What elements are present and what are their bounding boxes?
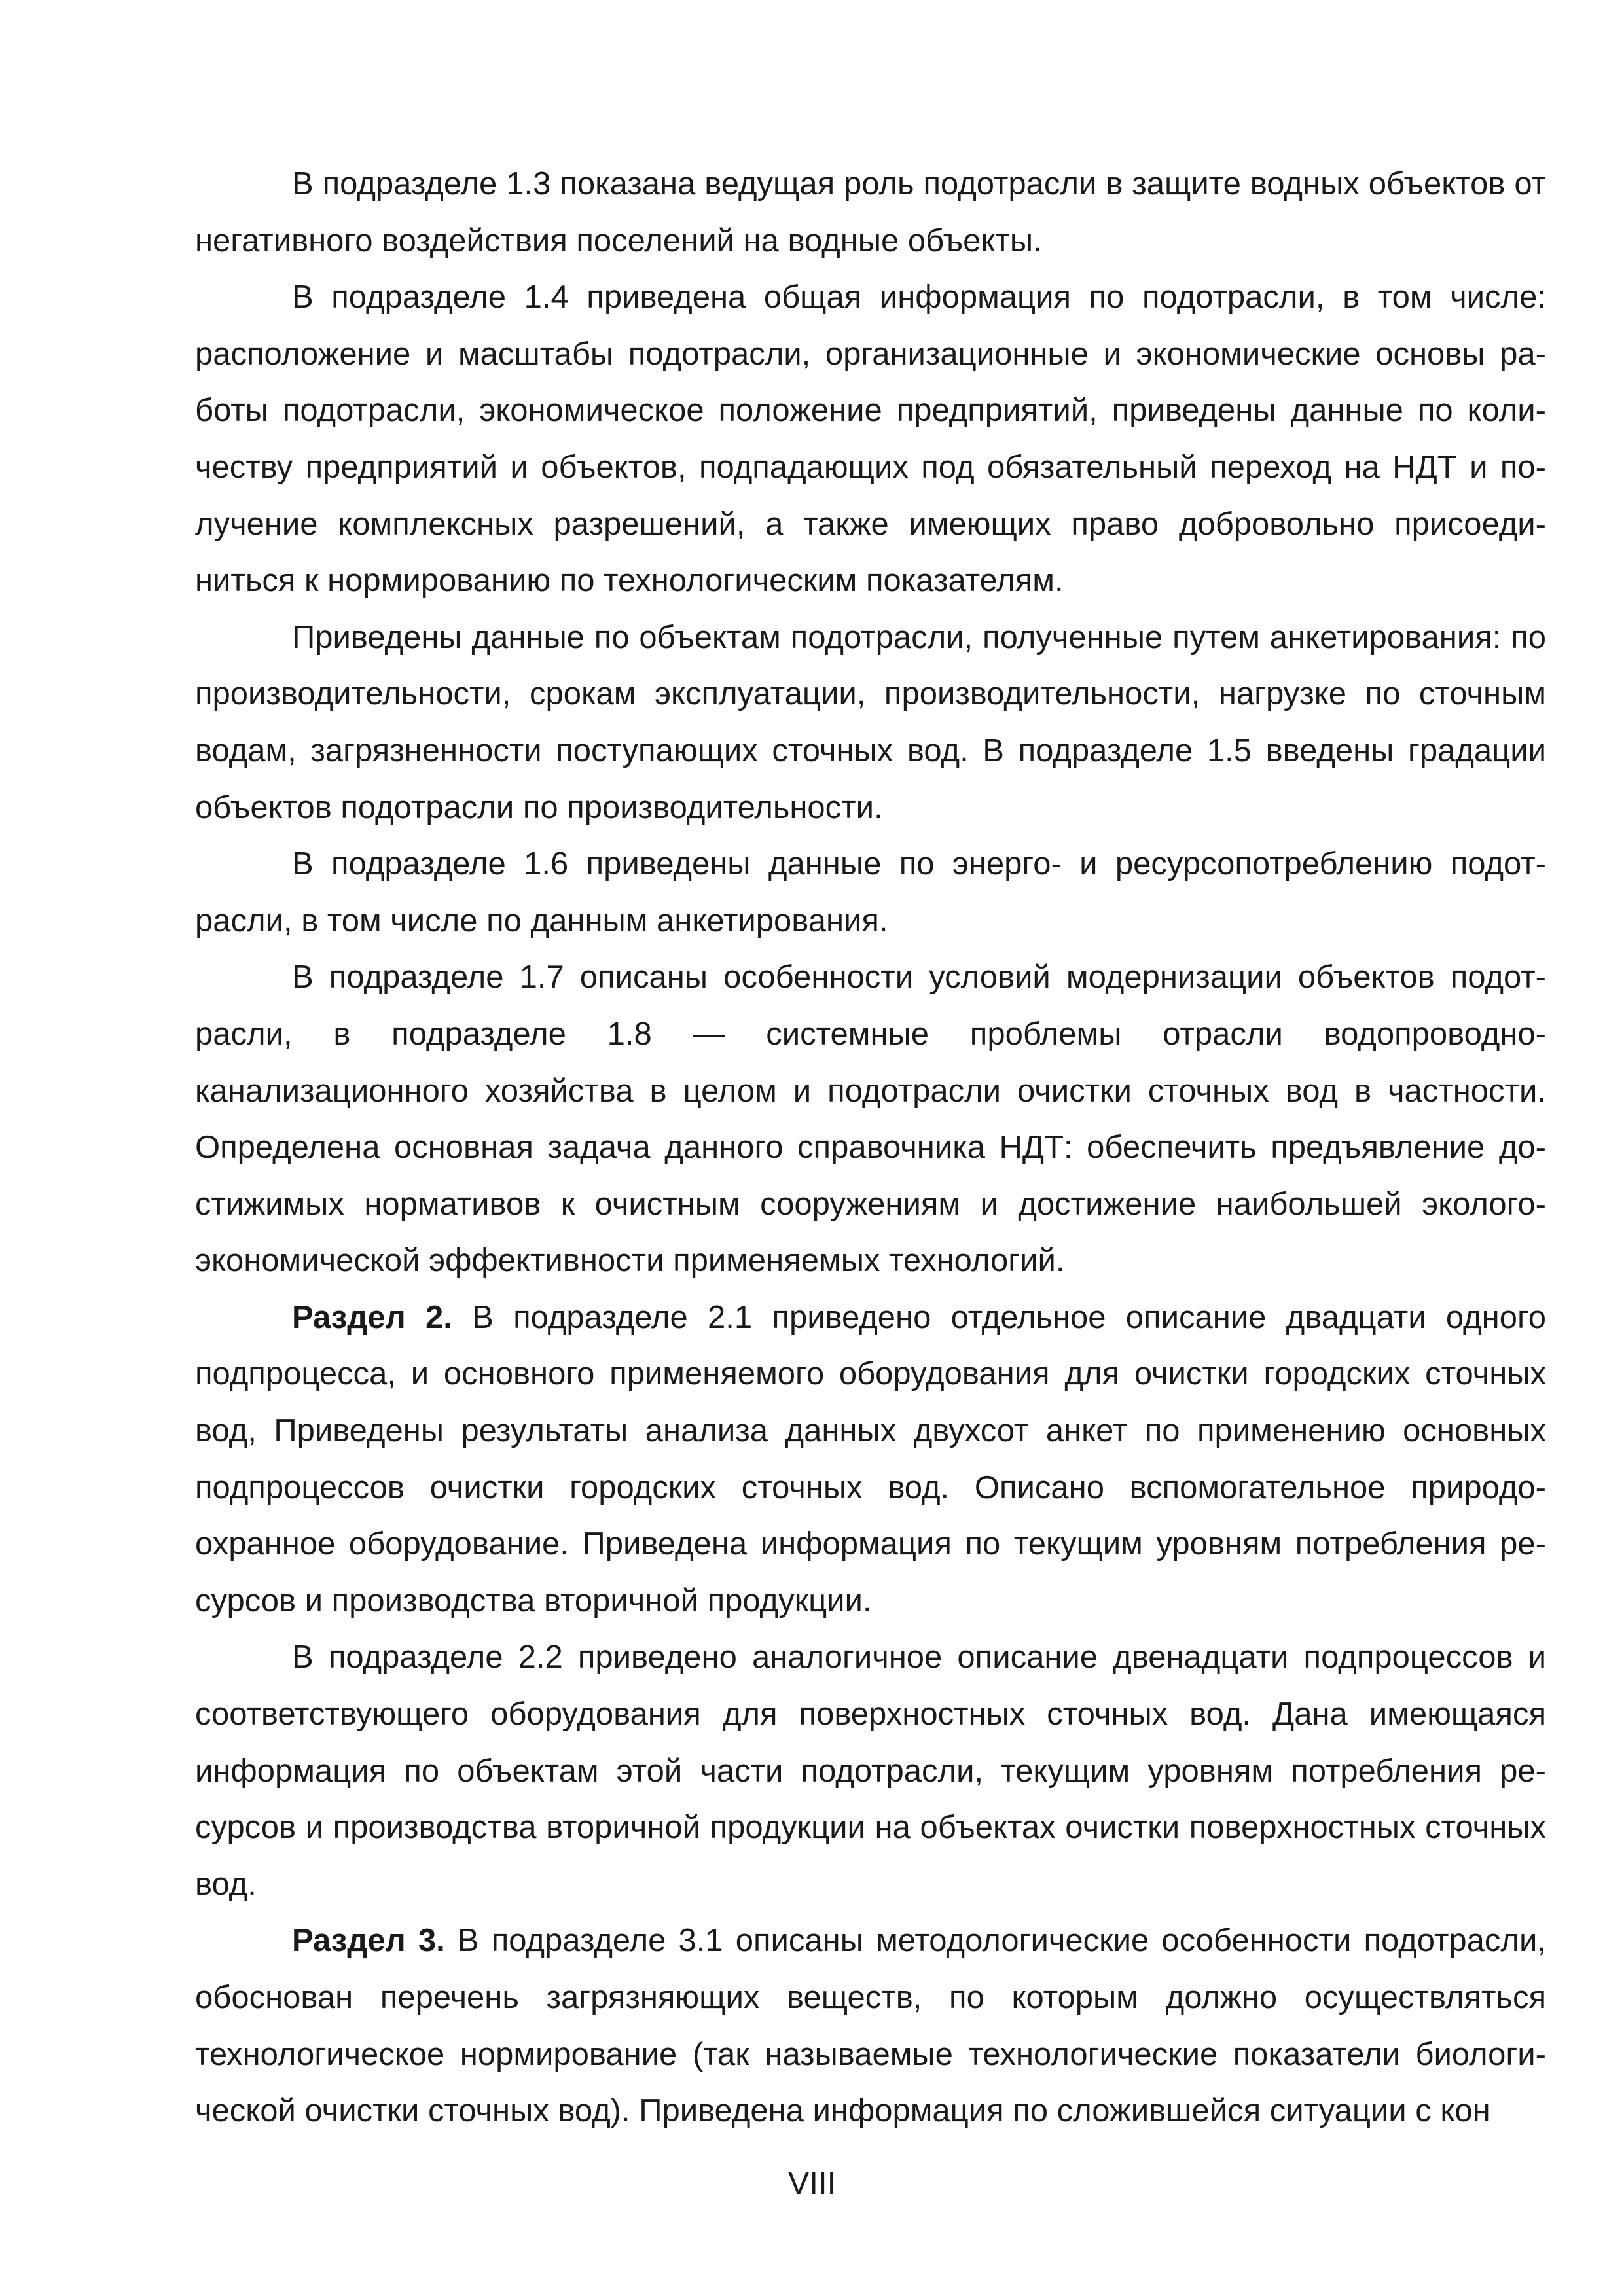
paragraph-survey-data bbox=[195, 609, 1546, 836]
section-2-heading: Раздел 2. bbox=[292, 1299, 452, 1335]
paragraph-text: Приведены данные по объектам подотрасли, полученные путем анкетирования: по производительности, срокам эксплуатации, производительности, нагрузке по сточным водам, загрязненности поступающих сточных вод. В подразделе 1.5 введены градации объектов подотрасли по производительности. bbox=[195, 619, 1546, 825]
paragraph-subsection-1-6 bbox=[195, 836, 1546, 949]
paragraph-text: В подразделе 3.1 описаны методологические особенности подотрасли, обоснован перечень загрязняющих веществ, по которым должно осуществляться технологическое нормирование (так называемые технологические показатели биологической очистки сточных вод). Приведена информация по сложившейся ситуации с кон bbox=[195, 1923, 1546, 2129]
document-body bbox=[195, 156, 1546, 2140]
paragraph-text: В подразделе 2.1 приведено отдельное описание двадцати одного подпроцесса, и основного применяемого оборудования для очистки городских сточных вод, Приведены результаты анализа данных двухсот анкет по применению основных подпроцессов очистки городских сточных вод. Описано вспомогательное природоохранное оборудование. Приведена информация по текущим уровням потребления ресурсов и производства вторичной продукции. bbox=[195, 1299, 1546, 1619]
paragraph-text: В подразделе 2.2 приведено аналогичное описание двенадцати подпроцессов и соответствующего оборудования для поверхностных сточных вод. Дана имеющаяся информация по объектам этой части подотрасли, текущим уровням потребления ресурсов и производства вторичной продукции на объектах очистки поверхностных сточных вод. bbox=[195, 1640, 1546, 1902]
paragraph-subsection-1-3 bbox=[195, 156, 1546, 269]
paragraph-section-3 bbox=[195, 1912, 1546, 2139]
paragraph-section-2 bbox=[195, 1289, 1546, 1630]
page-number: VIII bbox=[787, 2166, 837, 2201]
paragraph-text: В подразделе 1.6 приведены данные по энерго- и ресурсопотреблению подотрасли, в том числе по данным анкетирования. bbox=[195, 846, 1546, 939]
paragraph-subsection-1-7 bbox=[195, 949, 1546, 1289]
paragraph-subsection-2-2 bbox=[195, 1629, 1546, 1912]
paragraph-text: В подразделе 1.7 описаны особенности условий модернизации объектов подотрасли, в подразделе 1.8 — системные проблемы отрасли водопроводно-канализационного хозяйства в целом и подотрасли очистки сточных вод в частности. Определена основная задача данного справочника НДТ: обеспечить предъявление достижимых нормативов к очистным сооружениям и достижение наибольшей эколого-экономической эффективности применяемых технологий. bbox=[195, 960, 1546, 1279]
paragraph-text: В подразделе 1.3 показана ведущая роль подотрасли в защите водных объектов от негативного воздействия поселений на водные объекты. bbox=[195, 166, 1546, 259]
section-3-heading: Раздел 3. bbox=[292, 1923, 445, 1959]
paragraph-subsection-1-4 bbox=[195, 269, 1546, 609]
paragraph-text: В подразделе 1.4 приведена общая информация по подотрасли, в том числе: расположение и масштабы подотрасли, организационные и экономические основы работы подотрасли, экономическое положение предприятий, приведены данные по количеству предприятий и объектов, подпадающих под обязательный переход на НДТ и получение комплексных разрешений, а также имеющих право добровольно присоединиться к нормированию по технологическим показателям. bbox=[195, 279, 1546, 599]
